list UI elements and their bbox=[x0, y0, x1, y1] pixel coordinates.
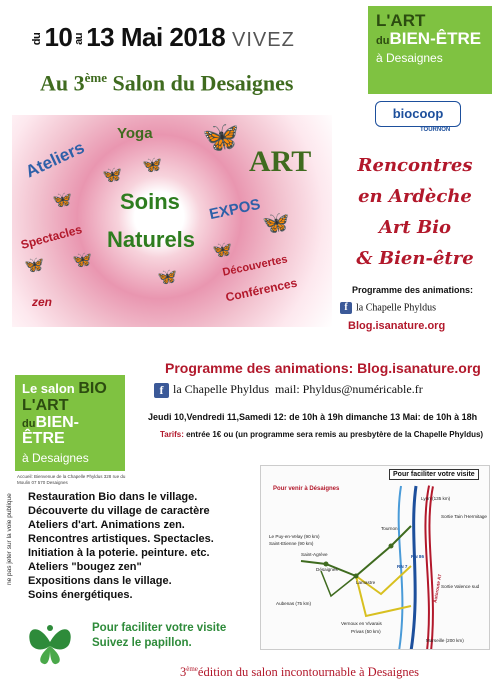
map-label: RN 7 bbox=[397, 564, 408, 569]
map-label: Le Puy-en-Velay (90 km) bbox=[269, 534, 320, 539]
logo-mid-line3: à Desaignes bbox=[22, 451, 89, 466]
edition-sup: ème bbox=[186, 665, 198, 673]
butterfly-icon: 🦋 bbox=[202, 121, 240, 154]
biocoop-logo bbox=[375, 101, 461, 127]
logo-line3: à Desaignes bbox=[376, 50, 443, 65]
collage-image bbox=[12, 115, 332, 327]
association-address: Accueil: Bienvenue de la Chapelle Phyldus 328 rue du Moulin 07 570 Desaignes bbox=[17, 474, 126, 485]
logo-mid-line1: L'ART bbox=[22, 396, 69, 414]
biocoop-name: biocoop bbox=[392, 106, 444, 121]
opening-hours: Jeudi 10,Vendredi 11,Samedi 12: de 10h à 19h dimanche 13 Mai: de 10h à 18h bbox=[148, 412, 478, 422]
word-soins: Soins bbox=[120, 189, 180, 214]
salon-title bbox=[40, 70, 293, 96]
visite-line: Suivez le papillon. bbox=[92, 637, 192, 649]
butterfly-icon: 🦋 bbox=[262, 210, 290, 235]
tarifs-label: Tarifs: bbox=[160, 430, 184, 439]
sidebar-fb-name: la Chapelle Phyldus bbox=[356, 302, 436, 314]
tarifs-text: entrée 1€ ou (un programme sera remis au presbytère de la Chapelle Phyldus) bbox=[183, 430, 484, 439]
word-spectacles: Spectacles bbox=[19, 222, 84, 252]
du-label: du bbox=[31, 32, 44, 46]
butterfly-logo-icon bbox=[26, 620, 74, 666]
list-item: Initiation à la poterie. peinture. etc. bbox=[28, 547, 210, 559]
list-item: Soins énergétiques. bbox=[28, 589, 133, 601]
facebook-icon: f bbox=[340, 302, 352, 314]
salon-bio-line bbox=[22, 381, 118, 398]
butterfly-icon: 🦋 bbox=[52, 192, 72, 209]
word-art: ART bbox=[249, 145, 312, 178]
salon-prefix: Au 3 bbox=[40, 70, 85, 96]
list-item: Ateliers "bougez zen" bbox=[28, 561, 142, 573]
logo-bien-etre: BIEN-ÊTRE bbox=[389, 28, 482, 48]
list-item: Expositions dans le village. bbox=[28, 575, 172, 587]
biocoop-city: TOURNON bbox=[420, 127, 451, 133]
butterfly-icon: 🦋 bbox=[157, 269, 177, 286]
event-dates bbox=[30, 22, 295, 53]
butterfly-icon: 🦋 bbox=[72, 252, 92, 269]
rencontres-line: & Bien-être bbox=[356, 248, 474, 269]
map-label: Sortie Valence sud bbox=[441, 584, 480, 589]
logo-mid-bien-etre: BIEN-ÊTRE bbox=[22, 413, 80, 448]
rencontres-line: Rencontres bbox=[357, 155, 473, 176]
art-bien-etre-logo bbox=[368, 6, 492, 94]
start-day: 10 bbox=[44, 22, 73, 52]
word-conferences: Conférences bbox=[224, 275, 299, 305]
word-ateliers: Ateliers bbox=[22, 137, 88, 182]
mail-address: mail: Phyldus@numéricable.fr bbox=[275, 382, 423, 396]
sidebar-programme: Programme des animations: bbox=[351, 285, 474, 295]
list-item: Rencontres artistiques. Spectacles. bbox=[28, 533, 214, 545]
sidebar-blog-link: Blog.isanature.org bbox=[348, 320, 446, 332]
word-expos: EXPOS bbox=[207, 195, 262, 224]
salon-bio-logo bbox=[15, 375, 125, 471]
salon-sup: ème bbox=[84, 70, 107, 85]
facebook-icon: f bbox=[154, 383, 169, 398]
vivez-text: VIVEZ bbox=[232, 29, 295, 51]
sidebar-facebook bbox=[340, 302, 436, 314]
map-label: Saint-Etienne (90 km) bbox=[269, 541, 314, 546]
map-label: Saint-Agrève bbox=[301, 552, 328, 557]
butterfly-icon: 🦋 bbox=[102, 167, 122, 184]
map-label: Lamastre bbox=[356, 580, 376, 585]
map-label: Lyon (135 km) bbox=[421, 496, 451, 501]
map-label: Désaignes bbox=[316, 567, 338, 572]
list-item: Restauration Bio dans le village. bbox=[28, 491, 198, 503]
fb-name: la Chapelle Phyldus bbox=[173, 382, 269, 396]
rencontres-line: Art Bio bbox=[378, 217, 452, 238]
word-decouvertes: Découvertes bbox=[221, 253, 289, 279]
rencontres-line: en Ardèche bbox=[358, 186, 472, 207]
visite-line: Pour faciliter votre visite bbox=[92, 622, 227, 634]
au-label: au bbox=[73, 33, 86, 46]
logo-du: du bbox=[376, 34, 390, 47]
map-label: Privas (50 km) bbox=[351, 629, 381, 634]
word-yoga: Yoga bbox=[117, 125, 153, 142]
access-map bbox=[260, 465, 490, 650]
logo-mid-line2 bbox=[22, 415, 118, 449]
activities-list bbox=[28, 490, 214, 602]
map-label: Aubenas (75 km) bbox=[276, 601, 311, 606]
map-label: Vernoux en Vivarais bbox=[341, 621, 382, 626]
visite-text bbox=[92, 621, 226, 651]
map-label: Sortie Tain l'Hermitage bbox=[441, 514, 487, 519]
logo-line2 bbox=[376, 30, 484, 48]
logo-mid-du: du bbox=[22, 417, 36, 430]
contact-line bbox=[154, 382, 423, 398]
map-label: Marseille (200 km) bbox=[426, 638, 464, 643]
edition-text bbox=[180, 665, 419, 680]
word-zen: zen bbox=[32, 295, 53, 309]
list-item: Découverte du village de caractère bbox=[28, 505, 210, 517]
map-title: Pour faciliter votre visite bbox=[389, 469, 479, 480]
salon-rest: Salon du Desaignes bbox=[107, 70, 294, 96]
edition-rest: édition du salon incontournable à Desaignes bbox=[197, 665, 420, 680]
rencontres-text bbox=[340, 150, 490, 274]
end-date: 13 Mai 2018 bbox=[86, 22, 226, 52]
le-salon: Le salon bbox=[22, 381, 79, 396]
word-naturels: Naturels bbox=[107, 227, 196, 252]
vertical-notice: ne pas jeter sur la voie publique bbox=[6, 493, 13, 585]
logo-line1: L'ART bbox=[376, 11, 426, 30]
butterfly-icon: 🦋 bbox=[212, 242, 232, 259]
map-label: Autoroute A7 bbox=[432, 573, 443, 604]
programme-heading: Programme des animations: Blog.isanature.org bbox=[165, 360, 481, 376]
butterfly-icon: 🦋 bbox=[24, 257, 44, 274]
list-item: Ateliers d'art. Animations zen. bbox=[28, 519, 185, 531]
tarifs bbox=[160, 430, 483, 439]
edition-num: 3 bbox=[180, 665, 187, 680]
map-label: Tournon bbox=[381, 526, 398, 531]
butterfly-icon: 🦋 bbox=[142, 157, 162, 174]
map-label: RN 86 bbox=[411, 554, 425, 559]
map-subtitle: Pour venir à Désaignes bbox=[273, 486, 340, 492]
bio-label: BIO bbox=[78, 380, 107, 397]
